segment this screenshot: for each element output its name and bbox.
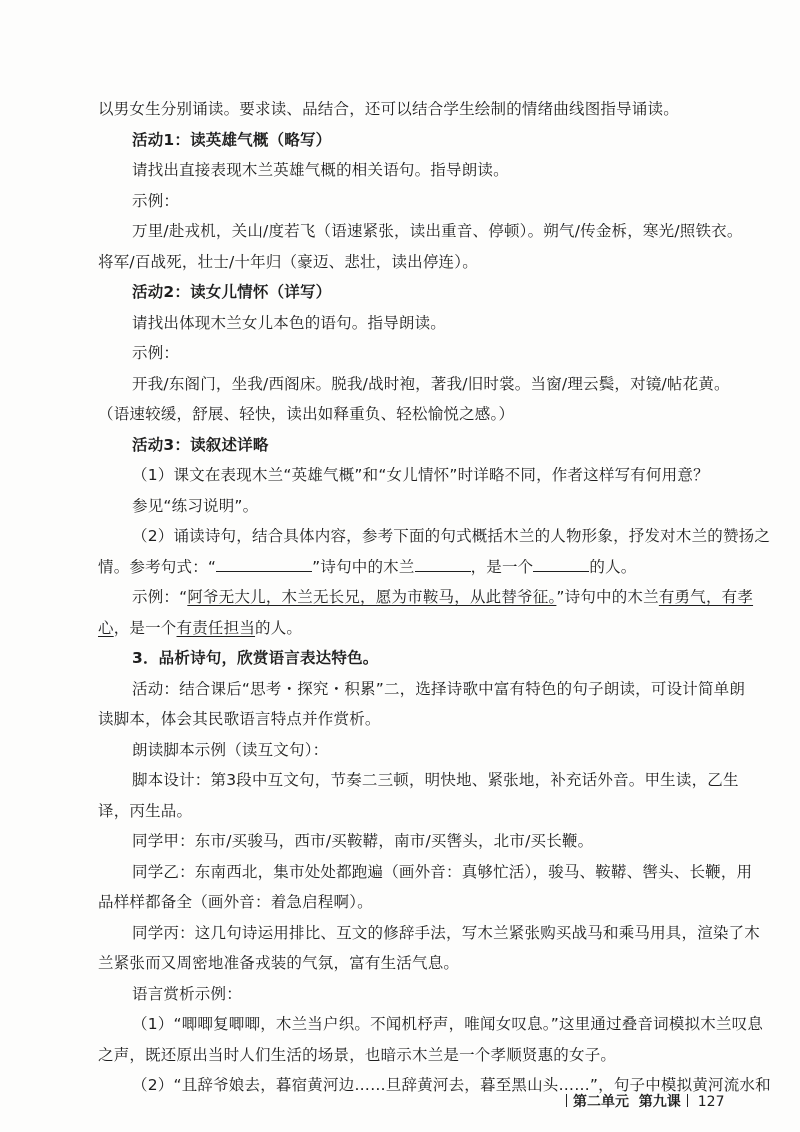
fill-blank: [533, 557, 589, 572]
underlined-trait: 有勇气，有孝: [658, 588, 754, 606]
paragraph-line: （语速较缓，舒展、轻快，读出如释重负、轻松愉悦之感。）: [98, 405, 515, 423]
example-text: 示例：“: [132, 588, 188, 606]
paragraph-line: （2）诵读诗句，结合具体内容，参考下面的句式概括木兰的人物形象，抒发对木兰的赞扬之: [132, 527, 771, 545]
paragraph-line: 同学甲：东市/买骏马，西市/买鞍鞯，南市/买辔头，北市/买长鞭。: [132, 832, 594, 850]
example-line: [132, 587, 752, 607]
paragraph-line: （1）“唧唧复唧唧，木兰当户织。不闻机杼声，唯闻女叹息。”这里通过叠音词模拟木兰叹息: [132, 1015, 764, 1033]
pattern-text: ，是一个: [470, 557, 534, 576]
pattern-text: ”诗句中的木兰: [312, 557, 415, 576]
paragraph-line: 万里/赴戎机，关山/度若飞（语速紧张，读出重音、停顿）。朔气/传金柝，寒光/照铁衣。: [132, 222, 743, 240]
footer-divider: [566, 1094, 567, 1107]
paragraph-line: 译，丙生品。: [98, 801, 193, 820]
paragraph-line: 开我/东阁门，坐我/西阁床。脱我/战时袍，著我/旧时裳。当窗/理云鬓，对镜/帖花黄。: [132, 374, 730, 393]
fill-blank: [216, 557, 312, 572]
example-text: 的人。: [255, 618, 303, 637]
paragraph-line: 活动：结合课后“思考・探究・积累”二，选择诗歌中富有特色的句子朗读，可设计简单朗: [132, 679, 746, 698]
paragraph-line: 兰紧张而又周密地准备戎装的气氛，富有生活气息。: [98, 954, 460, 972]
paragraph-line: 参见“练习说明”。: [132, 496, 259, 515]
paragraph-line: 同学丙：这几句诗运用排比、互文的修辞手法，写木兰紧张购买战马和乘马用具，渲染了木: [132, 923, 761, 942]
underlined-quote: 阿爷无大儿，木兰无长兄，愿为市鞍马，从此替爷征。: [187, 588, 557, 606]
paragraph-line: 请找出体现木兰女儿本色的语句。指导朗读。: [132, 313, 447, 332]
page-number: 127: [697, 1094, 725, 1110]
paragraph-line: 读脚本，体会其民歌语言特点并作赏析。: [98, 710, 381, 728]
example-text: ”诗句中的木兰: [556, 588, 659, 606]
activity-heading: 活动3：读叙述详略: [132, 435, 269, 454]
paragraph-line: 示例：: [132, 344, 180, 362]
activity-heading: 活动2：读女儿情怀（详写）: [132, 283, 332, 301]
pattern-text: 情。参考句式：“: [98, 557, 217, 576]
page-footer: [560, 1092, 730, 1112]
example-text: ，是一个: [113, 618, 177, 637]
paragraph-line: 语言赏析示例：: [132, 984, 242, 1003]
paragraph-line: （2）“且辞爷娘去，暮宿黄河边……旦辞黄河去，暮至黑山头……”，句子中模拟黄河流水和: [132, 1076, 771, 1094]
footer-unit: 第二单元: [573, 1094, 629, 1110]
fill-blank: [415, 557, 471, 572]
example-line: [98, 618, 718, 638]
paragraph-line: 请找出直接表现木兰英雄气概的相关语句。指导朗读。: [132, 161, 509, 179]
sentence-pattern-line: [98, 557, 718, 577]
paragraph-line: 示例：: [132, 191, 180, 210]
paragraph-line: 将军/百战死，壮士/十年归（豪迈、悲壮，读出停连）。: [98, 252, 478, 271]
footer-divider: [687, 1094, 688, 1107]
pattern-text: 的人。: [589, 557, 637, 576]
underlined-trait: 心: [98, 618, 114, 637]
paragraph-line: （1）课文在表现木兰“英雄气概”和“女儿情怀”时详略不同，作者这样写有何用意？: [132, 466, 709, 484]
paragraph-line: 品样样都备全（画外音：着急启程啊）。: [98, 893, 373, 911]
underlined-trait: 有责任担当: [176, 618, 256, 637]
activity-heading: 活动1：读英雄气概（略写）: [132, 130, 332, 149]
paragraph-line: 以男女生分别诵读。要求读、品结合，还可以结合学生绘制的情绪曲线图指导诵读。: [98, 100, 679, 118]
paragraph-line: 之声，既还原出当时人们生活的场景，也暗示木兰是一个孝顺贤惠的女子。: [98, 1045, 617, 1064]
paragraph-line: 脚本设计：第3段中互文句，节奏二三顿，明快地、紧张地，补充话外音。甲生读，乙生: [132, 771, 739, 789]
section-heading: 3．品析诗句，欣赏语言表达特色。: [132, 649, 379, 667]
paragraph-line: 朗读脚本示例（读互文句）：: [132, 740, 329, 759]
paragraph-line: 同学乙：东南西北，集市处处都跑遍（画外音：真够忙活），骏马、鞍鞯、辔头、长鞭，用: [132, 862, 753, 881]
footer-lesson: 第九课: [638, 1094, 681, 1110]
